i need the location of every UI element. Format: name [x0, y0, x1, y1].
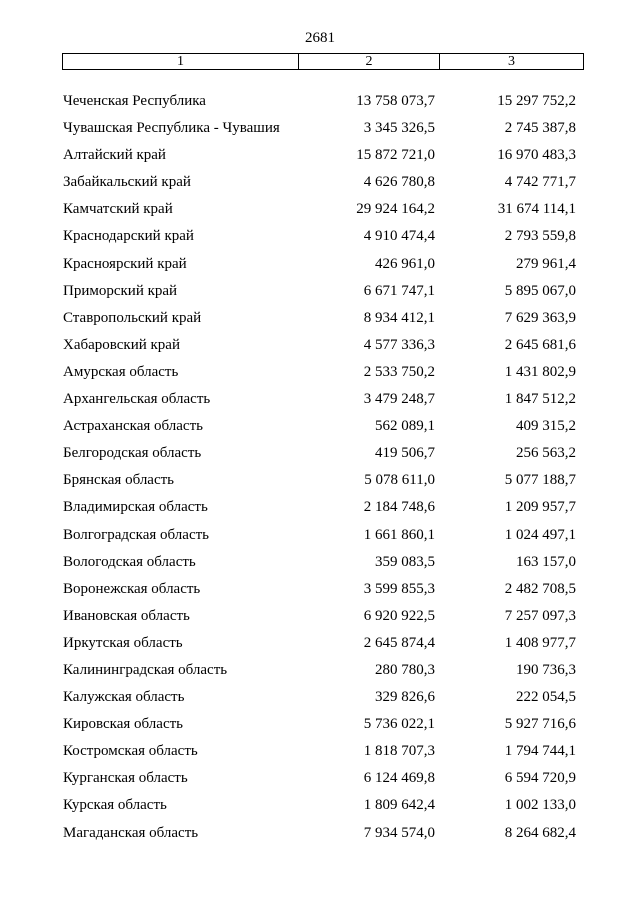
value-col-3: 5 927 716,6 [504, 716, 576, 733]
region-name: Ставропольский край [63, 309, 202, 326]
region-name: Камчатский край [63, 201, 173, 218]
region-name: Архангельская область [63, 391, 211, 408]
region-name: Вологодская область [63, 553, 196, 570]
value-col-3: 256 563,2 [516, 445, 576, 462]
value-col-2: 280 780,3 [375, 661, 435, 678]
region-name: Владимирская область [63, 499, 208, 516]
region-name: Астраханская область [63, 418, 203, 435]
value-col-2: 1 661 860,1 [363, 526, 435, 543]
table-row [0, 201, 640, 228]
table-row [0, 825, 640, 852]
value-col-2: 5 736 022,1 [363, 716, 435, 733]
region-name: Ивановская область [63, 607, 190, 624]
value-col-2: 4 577 336,3 [363, 336, 435, 353]
region-name: Кировская область [63, 716, 184, 733]
table-row [0, 581, 640, 608]
table-row [0, 472, 640, 499]
value-col-2: 2 533 750,2 [363, 363, 435, 380]
table-row [0, 527, 640, 554]
value-col-3: 5 895 067,0 [504, 282, 576, 299]
value-col-3: 190 736,3 [516, 661, 576, 678]
region-name: Курганская область [63, 770, 188, 787]
value-col-2: 1 809 642,4 [363, 797, 435, 814]
table-row [0, 256, 640, 283]
table-row [0, 418, 640, 445]
value-col-3: 31 674 114,1 [497, 201, 576, 218]
region-name: Амурская область [63, 363, 179, 380]
value-col-2: 15 872 721,0 [356, 147, 435, 164]
table-row [0, 174, 640, 201]
table-row [0, 337, 640, 364]
region-name: Краснодарский край [63, 228, 194, 245]
table-row [0, 283, 640, 310]
page-number: 2681 [305, 30, 335, 46]
region-name: Белгородская область [63, 445, 202, 462]
value-col-3: 7 257 097,3 [504, 607, 576, 624]
region-name: Хабаровский край [63, 336, 180, 353]
value-col-3: 15 297 752,2 [497, 93, 576, 109]
table-row [0, 499, 640, 526]
value-col-2: 4 910 474,4 [363, 228, 435, 245]
table-row [0, 228, 640, 255]
value-col-3: 1 209 957,7 [504, 499, 576, 516]
value-col-3: 7 629 363,9 [504, 309, 576, 326]
table-row [0, 770, 640, 797]
table-row [0, 743, 640, 770]
value-col-2: 6 124 469,8 [363, 770, 435, 787]
value-col-3: 1 002 133,0 [504, 797, 576, 814]
value-col-2: 359 083,5 [375, 553, 435, 570]
table-row [0, 93, 640, 120]
value-col-3: 409 315,2 [516, 418, 576, 435]
value-col-3: 6 594 720,9 [504, 770, 576, 787]
table-row [0, 608, 640, 635]
table-row [0, 716, 640, 743]
table-row [0, 689, 640, 716]
value-col-3: 279 961,4 [516, 255, 576, 272]
value-col-3: 1 794 744,1 [504, 743, 576, 760]
value-col-3: 16 970 483,3 [497, 147, 576, 164]
value-col-2: 3 345 326,5 [363, 120, 435, 137]
value-col-2: 3 479 248,7 [363, 391, 435, 408]
value-col-2: 8 934 412,1 [363, 309, 435, 326]
value-col-2: 562 089,1 [375, 418, 435, 435]
value-col-2: 2 184 748,6 [363, 499, 435, 516]
value-col-2: 2 645 874,4 [363, 634, 435, 651]
value-col-2: 1 818 707,3 [363, 743, 435, 760]
value-col-3: 1 024 497,1 [504, 526, 576, 543]
value-col-3: 1 408 977,7 [504, 634, 576, 651]
region-name: Костромская область [63, 743, 198, 760]
region-name: Забайкальский край [63, 174, 191, 191]
table-row [0, 364, 640, 391]
region-name: Алтайский край [63, 147, 166, 164]
value-col-3: 2 645 681,6 [504, 336, 576, 353]
value-col-2: 4 626 780,8 [363, 174, 435, 191]
header-col-3: 3 [508, 53, 515, 69]
region-name: Брянская область [63, 472, 175, 489]
value-col-3: 1 847 512,2 [504, 391, 576, 408]
region-name: Магаданская область [63, 824, 199, 841]
value-col-2: 6 920 922,5 [363, 607, 435, 624]
value-col-3: 4 742 771,7 [504, 174, 576, 191]
table-row [0, 445, 640, 472]
value-col-2: 419 506,7 [375, 445, 435, 462]
value-col-2: 329 826,6 [375, 689, 435, 706]
value-col-2: 13 758 073,7 [356, 93, 435, 109]
table-header [62, 53, 584, 70]
value-col-2: 3 599 855,3 [363, 580, 435, 597]
value-col-2: 7 934 574,0 [363, 824, 435, 841]
region-name: Калининградская область [63, 661, 228, 678]
table-row [0, 635, 640, 662]
region-name: Чувашская Республика - Чувашия [63, 120, 280, 137]
value-col-3: 5 077 188,7 [504, 472, 576, 489]
value-col-3: 222 054,5 [516, 689, 576, 706]
table-row [0, 120, 640, 147]
table-row [0, 147, 640, 174]
value-col-3: 163 157,0 [516, 553, 576, 570]
table-row [0, 554, 640, 581]
value-col-3: 1 431 802,9 [504, 363, 576, 380]
region-name: Чеченская Республика [63, 93, 206, 109]
table-row [0, 391, 640, 418]
table-body [0, 93, 640, 852]
value-col-3: 2 745 387,8 [504, 120, 576, 137]
value-col-2: 426 961,0 [375, 255, 435, 272]
value-col-3: 2 793 559,8 [504, 228, 576, 245]
region-name: Курская область [63, 797, 167, 814]
value-col-2: 6 671 747,1 [363, 282, 435, 299]
value-col-2: 5 078 611,0 [364, 472, 435, 489]
region-name: Воронежская область [63, 580, 201, 597]
header-col-2: 2 [299, 54, 440, 69]
region-name: Приморский край [63, 282, 178, 299]
table-row [0, 662, 640, 689]
value-col-3: 8 264 682,4 [504, 824, 576, 841]
table-row [0, 310, 640, 337]
table-row [0, 797, 640, 824]
region-name: Волгоградская область [63, 526, 209, 543]
region-name: Красноярский край [63, 255, 187, 272]
value-col-2: 29 924 164,2 [356, 201, 435, 218]
value-col-3: 2 482 708,5 [504, 580, 576, 597]
region-name: Иркутская область [63, 634, 183, 651]
header-col-1: 1 [63, 54, 299, 69]
region-name: Калужская область [63, 689, 185, 706]
